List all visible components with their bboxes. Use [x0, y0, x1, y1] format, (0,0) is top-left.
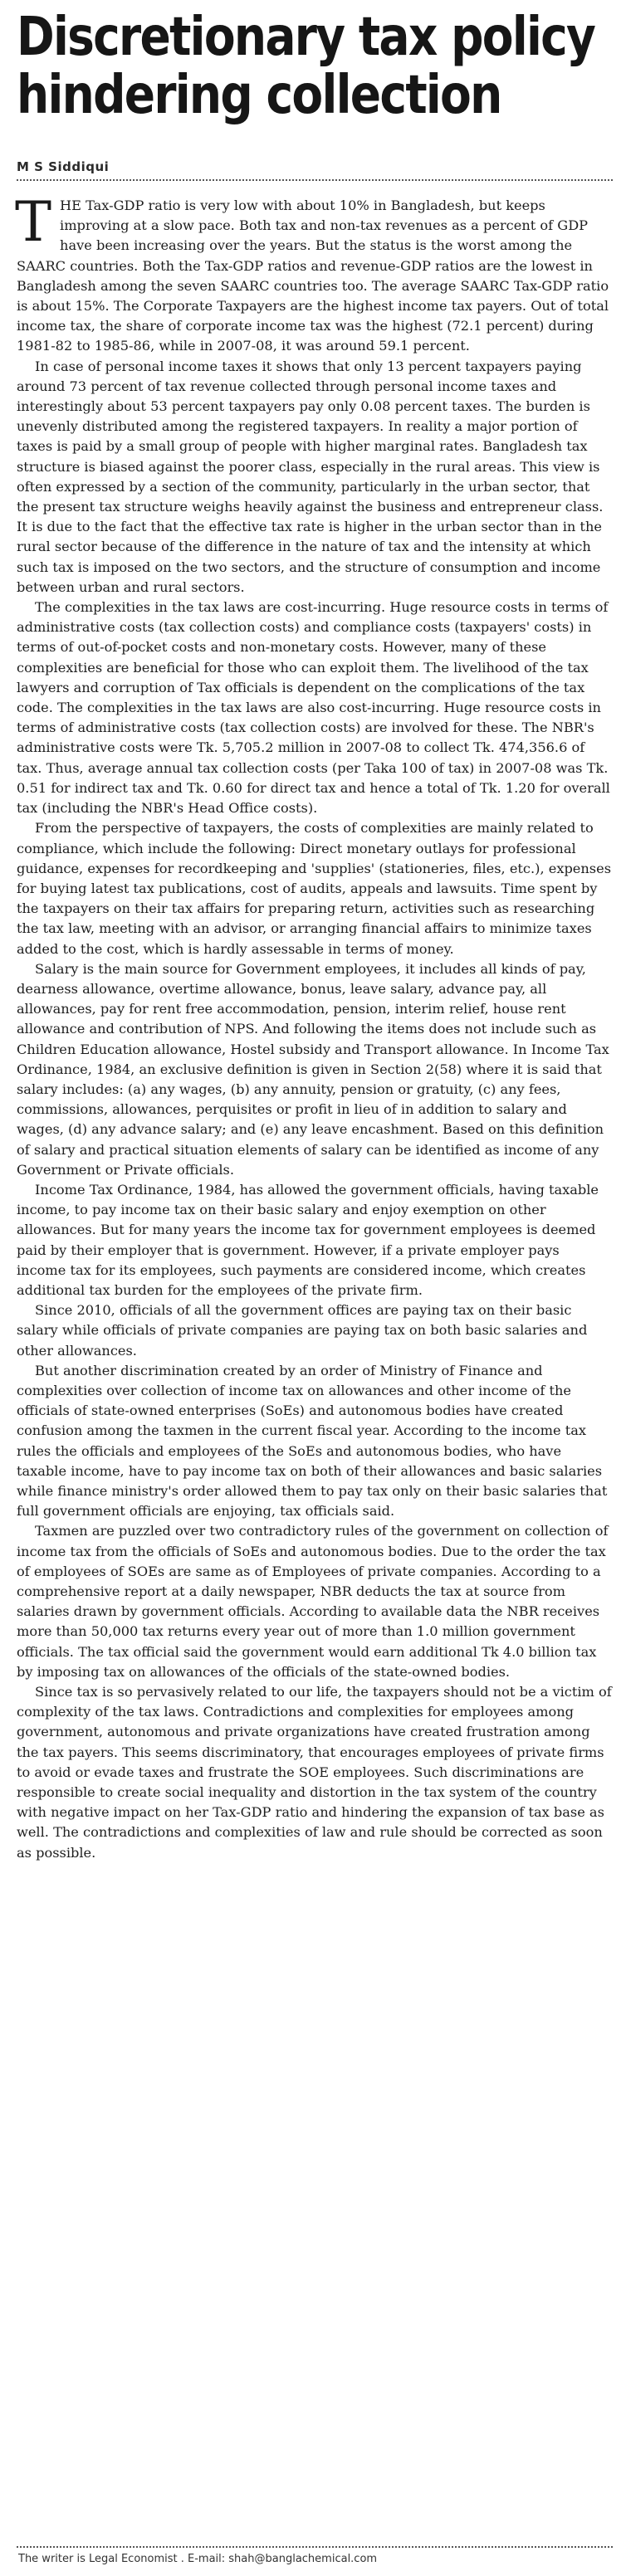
byline: M S Siddiqui [17, 159, 110, 174]
article-body [15, 190, 613, 1863]
paragraph-1-text: HE Tax-GDP ratio is very low with about 10% in Bangladesh, but keeps improving at a slow pace. Both tax and non-tax revenues as a percent of GDP have been increasing over the years. But the status is the worst among the SAARC countries. Both the Tax-GDP ratios and revenue-GDP ratios are the lowest in Bangladesh among the seven SAARC countries too. The average SAARC Tax-GDP ratio is about 15%. The Corporate Taxpayers are the highest income tax payers. Out of total income tax, the share of corporate income tax was the highest (72.1 percent) during 1981-82 to 1985-86, while in 2007-08, it was around 59.1 percent. [17, 198, 609, 354]
paragraph-1 [15, 190, 613, 357]
paragraph-2: In case of personal income taxes it shows that only 13 percent taxpayers paying around 73 percent of tax revenue collected through personal income taxes and interestingly about 53 percent taxpayers pay only 0.08 percent taxes. The burden is unevenly distributed among the registered taxpayers. In reality a major portion of taxes is paid by a small group of people with higher marginal rates. Bangladesh tax structure is biased against the poorer class, especially in the rural areas. This view is often expressed by a section of the community, particularly in the urban sector, that the present tax structure weighs heavily against the business and entrepreneur class. It is due to the fact that the effective tax rate is higher in the urban sector than in the rural sector because of the difference in the nature of tax and the intensity at which such tax is imposed on the two sectors, and the structure of consumption and income between urban and rural sectors. [17, 358, 604, 595]
byline-divider [17, 179, 613, 181]
paragraph-10: Since tax is so pervasively related to our life, the taxpayers should not be a victim of complexity of the tax laws. Contradictions and complexities for employees among government, autonomous and private organizations have created frustration among the tax payers. This seems discriminatory, that encourages employees of private firms to avoid or evade taxes and frustrate the SOE employees. Such discriminations are responsible to create social inequality and distortion in the tax system of the country with negative impact on her Tax-GDP ratio and hindering the expansion of tax base as well. The contradictions and complexities of law and rule should be corrected as soon as possible. [17, 1684, 612, 1861]
headline: Discretionary tax policy hindering collection [17, 7, 595, 126]
paragraph-8: But another discrimination created by an order of Ministry of Finance and complexities over collection of income tax on allowances and other income of the officials of state-owned enterprises (SoEs) and autonomous bodies have created confusion among the taxmen in the current fiscal year. According to the income tax rules the officials and employees of the SoEs and autonomous bodies, who have taxable income, have to pay income tax on both of their allowances and basic salaries while finance ministry's order allowed them to pay tax only on their basic salaries that full government officials are enjoying, tax officials said. [17, 1362, 608, 1520]
paragraph-3: The complexities in the tax laws are cost-incurring. Huge resource costs in terms of administrative costs (tax collection costs) and compliance costs (taxpayers' costs) in terms of out-of-pocket costs and non-monetary costs. However, many of these complexities are beneficial for those who can exploit them. The livelihood of the tax lawyers and corruption of Tax officials is dependent on the complications of the tax code. The complexities in the tax laws are also cost-incurring. Huge resource costs in terms of administrative costs (tax collection costs) are involved for these. The NBR's administrative costs were Tk. 5,705.2 million in 2007-08 to collect Tk. 474,356.6 of tax. Thus, average annual tax collection costs (per Taka 100 of tax) in 2007-08 was Tk. 0.51 for indirect tax and Tk. 0.60 for direct tax and hence a total of Tk. 1.20 for overall tax (including the NBR's Head Office costs). [17, 599, 610, 817]
paragraph-7: Since 2010, officials of all the government offices are paying tax on their basic salary while officials of private companies are paying tax on both basic salaries and other allowances. [17, 1302, 588, 1359]
paragraph-5: Salary is the main source for Government employees, it includes all kinds of pay, dearness allowance, overtime allowance, bonus, leave salary, advance pay, all allowances, pay for rent free accommodation, pension, interim relief, house rent allowance and contribution of NPS. And following the items does not include such as Children Education allowance, Hostel subsidy and Transport allowance. In Income Tax Ordinance, 1984, an exclusive definition is given in Section 2(58) where it is said that salary includes: (a) any wages, (b) any annuity, pension or gratuity, (c) any fees, commissions, allowances, perquisites or profit in lieu of in addition to salary and wages, (d) any advance salary; and (e) any leave encashment. Based on this definition of salary and practical situation elements of salary can be identified as income of any Government or Private officials. [17, 960, 609, 1178]
author-note: The writer is Legal Economist . E-mail: shah@banglachemical.com [18, 2553, 378, 2565]
paragraph-4: From the perspective of taxpayers, the costs of complexities are mainly related to compliance, which include the following: Direct monetary outlays for professional guidance, expenses for recordkeeping and 'supplies' (stationeries, files, etc.), expenses for buying latest tax publications, cost of audits, appeals and lawsuits. Time spent by the taxpayers on their tax affairs for preparing return, activities such as researching the tax law, meeting with an advisor, or arranging financial affairs to minimize taxes added to the cost, which is hardly assessable in terms of money. [17, 820, 612, 957]
footer-divider [17, 2546, 613, 2548]
paragraph-9: Taxmen are puzzled over two contradictory rules of the government on collection of income tax from the officials of SoEs and autonomous bodies. Due to the order the tax of employees of SOEs are same as of Employees of private companies. According to a comprehensive report at a daily newspaper, NBR deducts the tax at source from salaries drawn by government officials. According to available data the NBR receives more than 50,000 tax returns every year out of more than 1.0 million government officials. The tax official said the government would earn additional Tk 4.0 billion tax by imposing tax on allowances of the officials of the state-owned bodies. [17, 1523, 609, 1680]
paragraph-6: Income Tax Ordinance, 1984, has allowed the government officials, having taxable income, to pay income tax on their basic salary and enjoy exemption on other allowances. But for many years the income tax for government employees is deemed paid by their employer that is government. However, if a private employer pays income tax for its employees, such payments are considered income, which creates additional tax burden for the employees of the private firm. [17, 1181, 599, 1298]
drop-cap: T [15, 190, 52, 254]
